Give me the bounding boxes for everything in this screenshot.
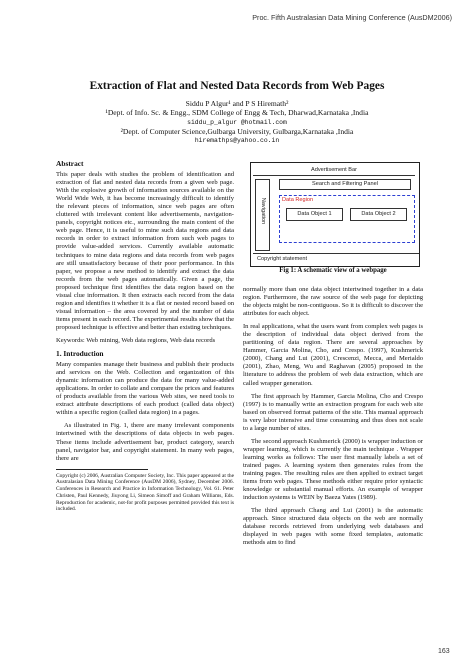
affiliation-2: ²Dept. of Computer Science,Gulbarga University, Gulbarga,Karnataka ,India (120, 126, 354, 136)
body-paragraph-1: normally more than one data object intertwined together in a data region. Furthermore, the raw source of the web page for depicting the objects might be non-contiguous. So it is difficult to discover the attributes for each object. (243, 286, 423, 318)
paper-title: Extraction of Flat and Nested Data Records from Web Pages (89, 80, 385, 92)
author-block (0, 99, 474, 145)
footnote-rule (56, 469, 148, 470)
figure-navigation-panel (255, 179, 270, 251)
running-header: Proc. Fifth Australasian Data Mining Conference (AusDM2006) (252, 13, 452, 22)
copyright-footnote: Copyright (c) 2006, Australian Computer Society, Inc. This paper appeared at the Australasian Data Mining Conference (AusDM 2006), Sydney, December 2006. Conferences in Research and Practice in Information Technology, Vol. 61. Peter Christen, Paul Kennedy, Jiuyong Li, Simeon Simoff and Graham Williams, Eds. Reproduction for academic, not-for profit purposes permitted provided this text is included. (56, 472, 234, 513)
abstract-heading: Abstract (56, 159, 84, 168)
author-names: Siddu P Algur¹ and P S Hiremath² (185, 99, 289, 108)
figure-data-object-2: Data Object 2 (350, 208, 407, 221)
body-paragraph-4: The second approach Kushmerick (2000) is wrapper induction or wrapper learning, which is currently the main technique . Wrapper learning works as follows: The user first manually labels a set of trained pages. A learning system then generates rules from the training pages. The resulting rules are then applied to extract target items from web pages. These methods either require prior syntactic knowledge or substantial manual efforts. An example of wrapper induction systems is WEIN by Baeza Yates (1989). (243, 437, 423, 502)
body-paragraph-2: In real applications, what the users want from complex web pages is the description of individual data object derived from the partitioning of data region. There are several approaches by Hammer, Garcia Molina, Cho, and Crespo. (1997), Kushmerick (2000), Chang and Lui (2001), Crescenzi, Mecca, and Merialdo (2001), Zhao, Meng, Wu and Raghavan (2005) proposed in the literature to address the problem of web data extraction, which are called wrapper generation. (243, 323, 423, 387)
introduction-heading: 1. Introduction (56, 349, 104, 359)
figure-caption: Fig 1: A schematic view of a webpage (279, 267, 387, 274)
figure-copyright-statement: Copyright statement (253, 253, 419, 264)
email-1: siddu_p_algur @hotmail.com (187, 118, 287, 126)
webpage-schematic-figure (250, 162, 420, 267)
figure-data-region (279, 195, 415, 243)
intro-paragraph-2: As illustrated in Fig. 1, there are many irrelevant components intertwined with the descriptions of data objects in web pages. These items include advertisement bar, product category, search panel, navigator bar, and copyright statement. In many web pages, there are (56, 422, 234, 462)
body-paragraph-5: The third approach Chang and Lui (2001) is the automatic approach. Since structured data objects on the web are normally database records retrieved from underlying web databases and displayed in web pages with some fixed templates, automatic methods aim to find (243, 507, 423, 547)
page-number: 163 (438, 648, 450, 655)
abstract-text: This paper deals with studies the problem of identification and extraction of flat and nested data records from a given web page. With the explosive growth of information sources available on the World Wide Web, it has become increasingly difficult to identify the relevant pieces of information, since web pages are often cluttered with irrelevant content like advertisements, navigation-panels, copyright notices etc., surrounding the main content of the web page. Hence, it is useful to mine such data regions and data records in order to extract information from such web pages to provide value-added services. Currently available automatic techniques to mine data regions and data records from web pages are still unsatisfactory because of their poor performance. In this paper, we propose a new method to identify and extract the data records from the web pages automatically. Given a page, the proposed technique first identifies the data region based on the visual clue information. It then extracts each record from the data region and identifies it whether it is a flat or nested record based on visual information – the area covered by and the number of data items present in each record. The experimental results show that the proposed technique is effective and better than existing techniques. (56, 171, 234, 331)
figure-navigation-label: Navigation (260, 197, 266, 225)
left-column (56, 160, 234, 513)
body-paragraph-3: The first approach by Hammer, Garcia Molina, Cho and Crespo (1997) is to manually write an extraction program for each web site based on observed format patterns of the site. This manual approach is very labor intensive and time consuming and thus does not scale to a large number of sites. (243, 392, 423, 432)
email-2: hiremathps@yahoo.co.in (194, 137, 280, 145)
figure-data-object-1: Data Object 1 (286, 208, 343, 221)
intro-paragraph-1: Many companies manage their business and publish their products and services on the Web. Collection and organization of this dynamic information can produce the data for many value-added applications. In order to collate and compare the prices and features of products available from the various Web sites, we need tools to extract attribute descriptions of each product (called data object) within a specific region (called data region) in a pages. (56, 361, 234, 417)
figure-data-region-label: Data Region (282, 197, 314, 203)
figure-search-panel: Search and Filtering Panel (279, 179, 411, 190)
keywords: Keywords: Web mining, Web data regions, Web data records (56, 336, 216, 344)
right-column (243, 286, 423, 552)
affiliation-1: ¹Dept. of Info. Sc. & Engg., SDM College of Engg & Tech, Dharwad,Karnataka ,India (105, 108, 369, 118)
figure-advertisement-bar: Advertisement Bar (253, 165, 415, 176)
